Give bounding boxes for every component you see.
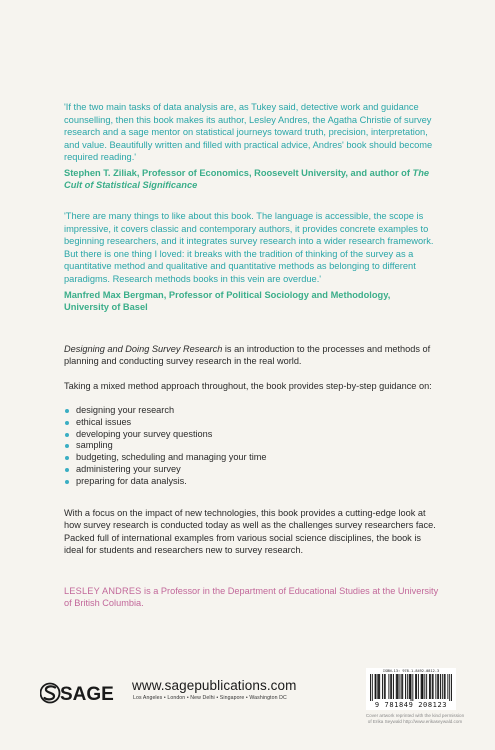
list-item: budgeting, scheduling and managing your time: [64, 452, 424, 464]
closing-text: With a focus on the impact of new technologies, this book provides a cutting-edge look at how survey research is conducted today as well as the challenges survey researchers face. Packed full of international examples from various social science disciplines, the book is ideal for students and researchers new to survey research.: [64, 508, 436, 556]
barcode-bar: [442, 674, 443, 699]
intro-text: is an introduction to the processes and methods of planning and conducting survey research in the real world.: [64, 344, 431, 367]
cover-credit-line-2: of Erika Seywald http://www.erikaseywald.com: [367, 718, 463, 724]
quote-attribution: [64, 167, 434, 191]
barcode-bar: [411, 674, 412, 701]
barcode-bar: [396, 674, 397, 699]
barcode-bar: [376, 674, 377, 699]
barcode-bars: [370, 674, 452, 701]
author-name: LESLEY ANDRES: [64, 586, 142, 596]
lead-in-text: Taking a mixed method approach throughout, the book provides step-by-step guidance on:: [64, 381, 432, 391]
list-item: developing your survey questions: [64, 429, 424, 441]
barcode-bar: [410, 674, 411, 699]
book-description-intro: [64, 343, 438, 368]
barcode-bar: [388, 674, 389, 699]
list-item: preparing for data analysis.: [64, 476, 424, 488]
barcode-bar: [421, 674, 422, 699]
barcode-bar: [451, 674, 452, 701]
barcode-bar: [429, 674, 430, 699]
bullet-icon: [65, 468, 69, 472]
bullet-icon: [65, 456, 69, 460]
barcode-bar: [378, 674, 379, 699]
cover-credit: [359, 713, 471, 724]
barcode-bar: [449, 674, 450, 701]
isbn-digits: 9 781849 208123: [374, 701, 448, 709]
topic-list: [64, 405, 424, 488]
isbn-label: ISBN-13: 978-1-8492-0812-3: [382, 669, 440, 673]
endorsement-quote-2: [64, 210, 434, 313]
barcode-bar: [370, 674, 371, 701]
list-item: administering your survey: [64, 464, 424, 476]
quote-text: 'There are many things to like about this book. The language is accessible, the scope is impressive, it covers classic and contemporary authors, it provides concrete examples to beginning researchers, and it integrates survey research into a wider research framework. But there is one thing I loved: it breaks with the tradition of thinking of the survey as a quantitative method and qualitative and quantitative methods as belonging to different paradigms. Research methods books in this vein are overdue.': [64, 211, 434, 284]
endorsement-quote-1: [64, 101, 434, 191]
barcode-bar: [384, 674, 385, 699]
barcode-bar: [447, 674, 448, 699]
barcode-bar: [422, 674, 423, 699]
barcode-bar: [397, 674, 398, 699]
book-description-lead-in: [64, 380, 438, 392]
barcode-bar: [385, 674, 386, 699]
barcode-bar: [399, 674, 400, 699]
book-title: Designing and Doing Survey Research: [64, 344, 223, 354]
barcode-bar: [440, 674, 441, 699]
barcode-bar: [409, 674, 410, 699]
barcode-bar: [437, 674, 438, 699]
barcode-bar: [405, 674, 406, 699]
barcode-bar: [444, 674, 445, 699]
barcode-bar: [398, 674, 399, 699]
sage-logo: [40, 681, 126, 705]
barcode-bar: [423, 674, 424, 699]
publisher-cities: Los Angeles • London • New Delhi • Singapore • Washington DC: [133, 695, 287, 701]
barcode-bar: [377, 674, 378, 699]
publisher-url: www.sagepublications.com: [132, 678, 297, 693]
barcode-bar: [401, 674, 402, 699]
bullet-icon: [65, 433, 69, 437]
author-bio-text: is a Professor in the Department of Educational Studies at the University of British Columbia.: [64, 586, 439, 609]
barcode-bar: [407, 674, 408, 699]
barcode-bar: [430, 674, 431, 699]
barcode-bar: [393, 674, 394, 699]
list-item: designing your research: [64, 405, 424, 417]
quote-attribution: Manfred Max Bergman, Professor of Political Sociology and Methodology, University of Basel: [64, 289, 391, 312]
barcode-bar: [424, 674, 425, 699]
bullet-icon: [65, 409, 69, 413]
quote-text: 'If the two main tasks of data analysis are, as Tukey said, detective work and guidance counselling, then this book makes its author, Lesley Andres, the Agatha Christie of survey research and a sage mentor on statistical journeys toward truth, precision, interpretation, and value. Beautifully written and filled with practical advice, Andres' book should become required reading.': [64, 102, 433, 163]
cover-credit-line-1: Cover artwork reprinted with the kind permission: [365, 713, 465, 718]
barcode-bar: [416, 674, 417, 699]
barcode-bar: [391, 674, 392, 699]
barcode-bar: [445, 674, 446, 699]
sage-logo-text: SAGE: [60, 684, 114, 705]
barcode-bar: [402, 674, 403, 699]
barcode-bar: [382, 674, 383, 699]
bullet-icon: [65, 444, 69, 448]
barcode-bar: [418, 674, 419, 699]
barcode-bar: [433, 674, 434, 699]
barcode-bar: [438, 674, 439, 699]
isbn-barcode: [366, 668, 456, 710]
author-bio: [64, 585, 444, 610]
barcode-bar: [390, 674, 391, 699]
barcode-bar: [372, 674, 373, 701]
barcode-bar: [412, 674, 413, 701]
attribution-name: Stephen T. Ziliak, Professor of Economics, Roosevelt University, and author of: [64, 167, 413, 178]
list-item: ethical issues: [64, 417, 424, 429]
barcode-bar: [432, 674, 433, 699]
list-item: sampling: [64, 440, 424, 452]
barcode-bar: [375, 674, 376, 699]
attribution-book-title: The Cult of Statistical Significance: [64, 167, 430, 190]
bullet-icon: [65, 421, 69, 425]
book-description-closing: [64, 507, 438, 557]
barcode-bar: [415, 674, 416, 699]
bullet-icon: [65, 480, 69, 484]
barcode-bar: [435, 674, 436, 699]
barcode-bar: [379, 674, 380, 699]
barcode-bar: [426, 674, 427, 699]
